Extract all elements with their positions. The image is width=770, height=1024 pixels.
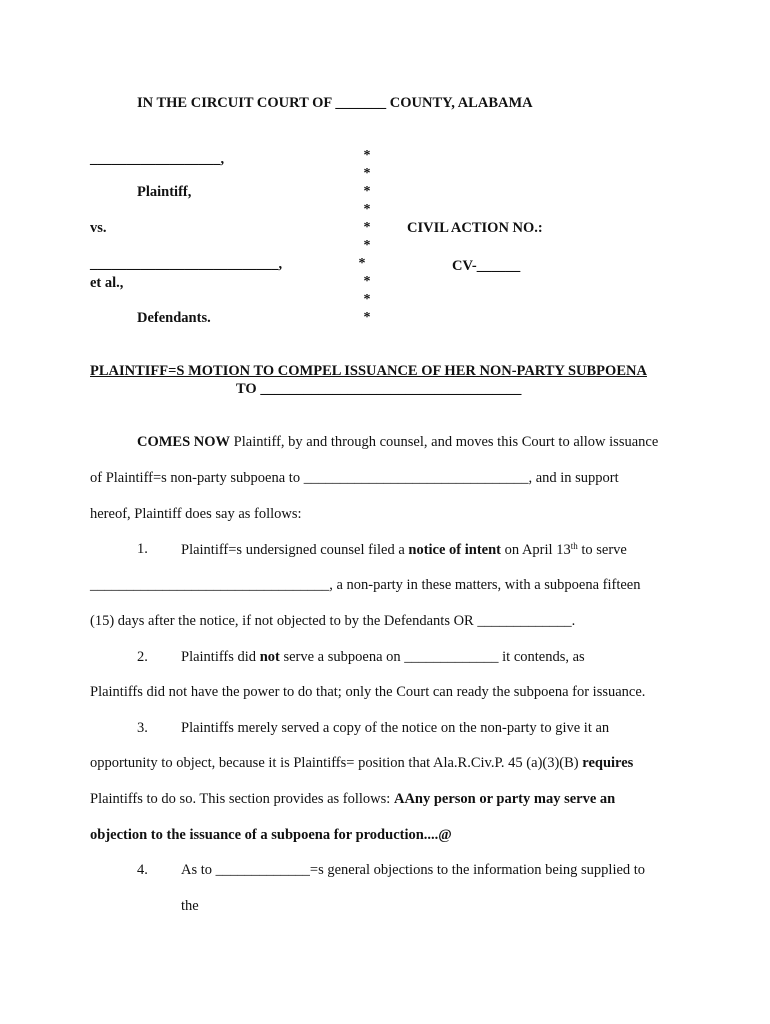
vs-label: vs. <box>90 220 107 236</box>
defendant-name-blank: __________________________, <box>90 256 283 272</box>
para-3-text-b: Plaintiffs to do so. This section provides as follows: <box>90 791 394 807</box>
para-1-superscript: th <box>570 541 578 551</box>
para-2-text-c: serve a subpoena on _____________ it contends, as <box>279 649 585 665</box>
caption-star: * <box>363 148 371 163</box>
caption-star: * <box>363 310 371 325</box>
para-3-number: 3. <box>137 720 148 736</box>
para-4-number: 4. <box>137 862 148 878</box>
para-2-number: 2. <box>137 649 148 665</box>
caption-star: * <box>363 274 371 289</box>
para-1-line-2: _________________________________, a non-party in these matters, with a subpoena fifteen <box>90 577 641 593</box>
para-1-line-1 <box>181 541 627 559</box>
para-2-line-2: Plaintiffs did not have the power to do that; only the Court can ready the subpoena for issuance. <box>90 684 646 700</box>
para-2-text-a: Plaintiffs did <box>181 649 260 665</box>
civil-action-label: CIVIL ACTION NO.: <box>407 220 543 236</box>
caption-star: * <box>363 184 371 199</box>
motion-title: PLAINTIFF=S MOTION TO COMPEL ISSUANCE OF HER NON-PARTY SUBPOENA <box>90 363 647 379</box>
et-al-label: et al., <box>90 275 124 291</box>
notice-of-intent: notice of intent <box>408 542 502 558</box>
defendants-label: Defendants. <box>137 310 211 326</box>
caption-star: * <box>363 292 371 307</box>
para-3-requires: requires <box>582 755 634 771</box>
para-1-number: 1. <box>137 541 148 557</box>
para-4-line-1: As to _____________=s general objections to the information being supplied to <box>181 862 646 878</box>
para-4-line-2: the <box>181 898 199 914</box>
para-1-line-3: (15) days after the notice, if not objected to by the Defendants OR _____________. <box>90 613 576 629</box>
caption-star: * <box>363 166 371 181</box>
para-3-line-3 <box>90 791 615 808</box>
intro-line-1-text: Plaintiff, by and through counsel, and moves this Court to allow issuance <box>230 434 659 450</box>
para-3-line-2 <box>90 755 633 772</box>
intro-line-3: hereof, Plaintiff does say as follows: <box>90 506 302 522</box>
caption-star: * <box>358 256 366 271</box>
para-3-line-1: Plaintiffs merely served a copy of the notice on the non-party to give it an <box>181 720 610 736</box>
para-3-line-4: objection to the issuance of a subpoena for production....@ <box>90 827 452 843</box>
plaintiff-name-blank: __________________, <box>90 151 225 167</box>
caption-star: * <box>363 238 371 253</box>
para-1-text-c: on April 13 <box>501 542 571 558</box>
motion-title-line2: TO ____________________________________ <box>236 381 522 397</box>
intro-lead: COMES NOW <box>137 434 231 450</box>
plaintiff-label: Plaintiff, <box>137 184 192 200</box>
para-1-text-d: to serve <box>577 542 627 558</box>
para-3-text-a: opportunity to object, because it is Plaintiffs= position that Ala.R.Civ.P. 45 (a)(3)(B) <box>90 755 583 771</box>
caption-star: * <box>363 202 371 217</box>
para-2-line-1 <box>181 649 585 666</box>
para-3-quote-start: AAny person or party may serve an <box>393 791 616 807</box>
para-1-text-a: Plaintiff=s undersigned counsel filed a <box>181 542 409 558</box>
case-number-blank: CV-______ <box>452 258 521 274</box>
para-2-not: not <box>259 649 280 665</box>
intro-line-1 <box>137 434 658 451</box>
court-heading: IN THE CIRCUIT COURT OF _______ COUNTY, ALABAMA <box>137 95 533 111</box>
intro-line-2: of Plaintiff=s non-party subpoena to _______________________________, and in support <box>90 470 619 486</box>
caption-star: * <box>363 220 371 235</box>
